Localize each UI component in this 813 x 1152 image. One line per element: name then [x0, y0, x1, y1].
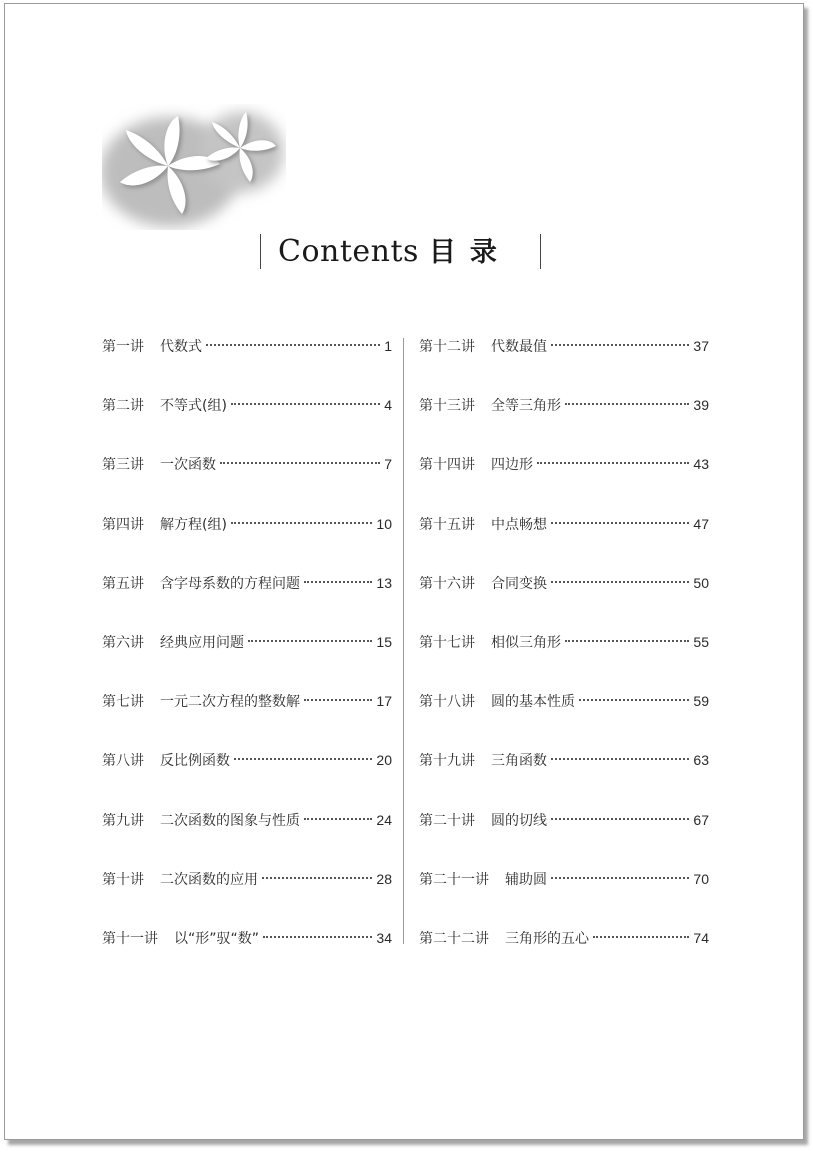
lecture-title: 辅助圆 — [505, 871, 547, 888]
page-number: 20 — [376, 752, 392, 769]
leader-dots — [551, 877, 689, 879]
lecture-title: 相似三角形 — [491, 634, 561, 651]
page-number: 34 — [376, 929, 392, 946]
toc-entry[interactable] — [419, 454, 709, 474]
lecture-title: 解方程(组) — [160, 516, 227, 533]
page-number: 10 — [376, 515, 392, 532]
column-divider — [403, 338, 404, 944]
toc-entry[interactable] — [419, 336, 709, 356]
toc-entry[interactable] — [102, 395, 392, 415]
page-number: 47 — [693, 515, 709, 532]
page-number: 39 — [693, 397, 709, 414]
toc-entry[interactable] — [102, 632, 392, 652]
page-number: 59 — [693, 693, 709, 710]
toc-entry[interactable] — [102, 810, 392, 830]
lecture-title: 一元二次方程的整数解 — [160, 694, 300, 711]
page-number: 43 — [693, 456, 709, 473]
lecture-number: 第二十讲 — [419, 812, 475, 829]
leader-dots — [304, 699, 372, 701]
leader-dots — [206, 344, 380, 346]
title-chinese: 目录 — [428, 237, 511, 268]
lecture-number: 第二讲 — [102, 398, 144, 415]
toc-entry[interactable] — [102, 869, 392, 889]
page-number: 4 — [384, 397, 392, 414]
toc-left-column — [102, 336, 392, 987]
leader-dots — [234, 758, 372, 760]
leader-dots — [551, 758, 689, 760]
toc-entry[interactable] — [419, 395, 709, 415]
leader-dots — [220, 462, 380, 464]
title-english: Contents — [278, 234, 419, 269]
lecture-number: 第七讲 — [102, 694, 144, 711]
leader-dots — [231, 403, 380, 405]
lecture-title: 代数式 — [160, 339, 202, 355]
leader-dots — [537, 462, 689, 464]
lecture-number: 第十七讲 — [419, 634, 475, 651]
lecture-number: 第三讲 — [102, 457, 144, 474]
page-number: 37 — [693, 338, 709, 354]
lecture-title: 三角形的五心 — [505, 930, 589, 947]
leader-dots — [551, 818, 689, 820]
lecture-number: 第二十一讲 — [419, 871, 489, 888]
lecture-title: 圆的基本性质 — [491, 694, 575, 711]
toc-entry[interactable] — [102, 750, 392, 770]
lecture-number: 第一讲 — [102, 339, 144, 355]
lecture-title: 圆的切线 — [491, 812, 547, 829]
lecture-number: 第二十二讲 — [419, 930, 489, 947]
page-number: 17 — [376, 693, 392, 710]
page-number: 55 — [693, 633, 709, 650]
toc-entry[interactable] — [419, 573, 709, 593]
lecture-title: 经典应用问题 — [160, 634, 244, 651]
toc-entry[interactable] — [419, 750, 709, 770]
lecture-title: 全等三角形 — [491, 398, 561, 415]
lecture-title: 不等式(组) — [160, 398, 227, 415]
lecture-title: 四边形 — [491, 457, 533, 474]
page-number: 1 — [384, 338, 392, 354]
leader-dots — [304, 581, 372, 583]
lecture-title: 二次函数的应用 — [160, 871, 258, 888]
lecture-number: 第五讲 — [102, 575, 144, 592]
page-number: 28 — [376, 870, 392, 887]
page-number: 70 — [693, 870, 709, 887]
lecture-number: 第十三讲 — [419, 398, 475, 415]
lecture-number: 第八讲 — [102, 753, 144, 770]
leader-dots — [565, 640, 689, 642]
lecture-number: 第十六讲 — [419, 575, 475, 592]
toc-entry[interactable] — [419, 691, 709, 711]
toc-entry[interactable] — [102, 454, 392, 474]
lecture-title: 代数最值 — [491, 339, 547, 355]
leader-dots — [551, 522, 689, 524]
page-number: 13 — [376, 574, 392, 591]
leader-dots — [304, 818, 372, 820]
lecture-number: 第十二讲 — [419, 339, 475, 355]
lecture-number: 第十九讲 — [419, 753, 475, 770]
page-number: 7 — [384, 456, 392, 473]
page-number: 63 — [693, 752, 709, 769]
lecture-number: 第四讲 — [102, 516, 144, 533]
lecture-number: 第十八讲 — [419, 694, 475, 711]
lecture-title: 以“形”驭“数” — [174, 930, 260, 947]
title-right-rule — [540, 234, 541, 269]
lecture-number: 第十五讲 — [419, 516, 475, 533]
leader-dots — [565, 403, 689, 405]
page-number: 67 — [693, 811, 709, 828]
leader-dots — [579, 699, 689, 701]
flower-ornament-image — [102, 104, 286, 230]
lecture-title: 含字母系数的方程问题 — [160, 575, 300, 592]
leader-dots — [263, 936, 372, 938]
toc-entry[interactable] — [419, 810, 709, 830]
lecture-title: 反比例函数 — [160, 753, 230, 770]
toc-entry[interactable] — [102, 514, 392, 534]
leader-dots — [248, 640, 372, 642]
leader-dots — [593, 936, 689, 938]
toc-entry[interactable] — [102, 336, 392, 356]
leader-dots — [551, 344, 689, 346]
contents-heading — [258, 232, 543, 272]
toc-right-column — [419, 336, 709, 987]
toc-entry[interactable] — [419, 869, 709, 889]
lecture-title: 中点畅想 — [491, 516, 547, 533]
page-number: 50 — [693, 574, 709, 591]
toc-entry[interactable] — [102, 691, 392, 711]
lecture-title: 一次函数 — [160, 457, 216, 474]
leader-dots — [551, 581, 689, 583]
page-number: 15 — [376, 633, 392, 650]
page-number: 74 — [693, 929, 709, 946]
lecture-number: 第十讲 — [102, 871, 144, 888]
lecture-number: 第六讲 — [102, 634, 144, 651]
toc-entry[interactable] — [102, 573, 392, 593]
leader-dots — [262, 877, 372, 879]
lecture-title: 合同变换 — [491, 575, 547, 592]
lecture-title: 二次函数的图象与性质 — [160, 812, 300, 829]
title-left-rule — [260, 234, 261, 269]
lecture-number: 第十四讲 — [419, 457, 475, 474]
leader-dots — [231, 522, 372, 524]
page-number: 24 — [376, 811, 392, 828]
toc-entry[interactable] — [419, 928, 709, 948]
lecture-number: 第十一讲 — [102, 930, 158, 947]
toc-entry[interactable] — [419, 632, 709, 652]
lecture-title: 三角函数 — [491, 753, 547, 770]
lecture-number: 第九讲 — [102, 812, 144, 829]
toc-entry[interactable] — [419, 514, 709, 534]
toc-entry[interactable] — [102, 928, 392, 948]
